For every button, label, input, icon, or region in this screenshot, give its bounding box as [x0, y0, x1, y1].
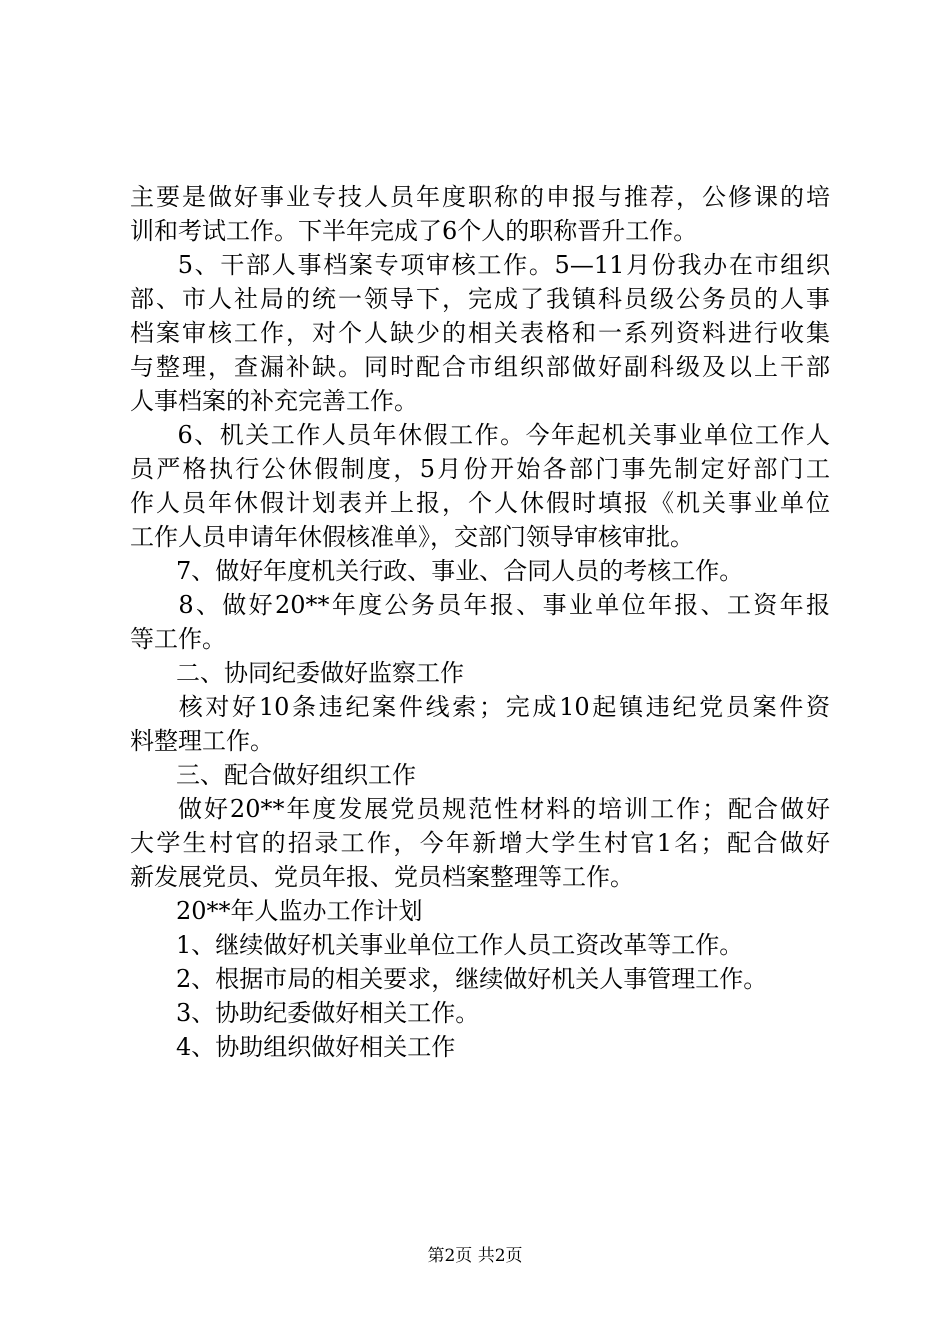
plan-item: 1、继续做好机关事业单位工作人员工资改革等工作。 [152, 931, 744, 959]
section-heading: 20**年人监办工作计划 [152, 897, 423, 925]
section-heading: 三、配合做好组织工作 [152, 761, 416, 789]
paragraph-line: 5、干部人事档案专项审核工作。5—11月份我办在市组织 [152, 251, 830, 279]
paragraph-line: 料整理工作。 [130, 727, 274, 755]
section-heading: 二、协同纪委做好监察工作 [152, 659, 464, 687]
page-footer: 第2页 共2页 [427, 1246, 523, 1266]
paragraph-line: 档案审核工作，对个人缺少的相关表格和一系列资料进行收集 [130, 319, 830, 347]
paragraph-line: 新发展党员、党员年报、党员档案整理等工作。 [130, 863, 634, 891]
plan-item: 3、协助纪委做好相关工作。 [152, 999, 480, 1027]
paragraph-line: 主要是做好事业专技人员年度职称的申报与推荐，公修课的培 [130, 183, 830, 211]
paragraph-line: 核对好10条违纪案件线索；完成10起镇违纪党员案件资 [152, 693, 830, 721]
paragraph-line: 工作人员申请年休假核准单》，交部门领导审核审批。 [130, 523, 694, 551]
paragraph-line: 做好20**年度发展党员规范性材料的培训工作；配合做好 [152, 795, 830, 823]
paragraph-line: 作人员年休假计划表并上报，个人休假时填报《机关事业单位 [130, 489, 830, 517]
paragraph-line: 8、做好20**年度公务员年报、事业单位年报、工资年报 [152, 591, 830, 619]
paragraph-line: 员严格执行公休假制度，5月份开始各部门事先制定好部门工 [130, 455, 830, 483]
plan-item: 2、根据市局的相关要求，继续做好机关人事管理工作。 [152, 965, 768, 993]
paragraph-line: 部、市人社局的统一领导下，完成了我镇科员级公务员的人事 [130, 285, 830, 313]
paragraph-line: 与整理，查漏补缺。同时配合市组织部做好副科级及以上干部 [130, 353, 830, 381]
paragraph-line: 人事档案的补充完善工作。 [130, 387, 418, 415]
paragraph-line: 7、做好年度机关行政、事业、合同人员的考核工作。 [152, 557, 744, 585]
paragraph-line: 等工作。 [130, 625, 226, 653]
paragraph-line: 训和考试工作。下半年完成了6个人的职称晋升工作。 [130, 217, 698, 245]
plan-item: 4、协助组织做好相关工作 [152, 1033, 456, 1061]
paragraph-line: 大学生村官的招录工作，今年新增大学生村官1名；配合做好 [130, 829, 830, 857]
paragraph-line: 6、机关工作人员年休假工作。今年起机关事业单位工作人 [152, 421, 830, 449]
